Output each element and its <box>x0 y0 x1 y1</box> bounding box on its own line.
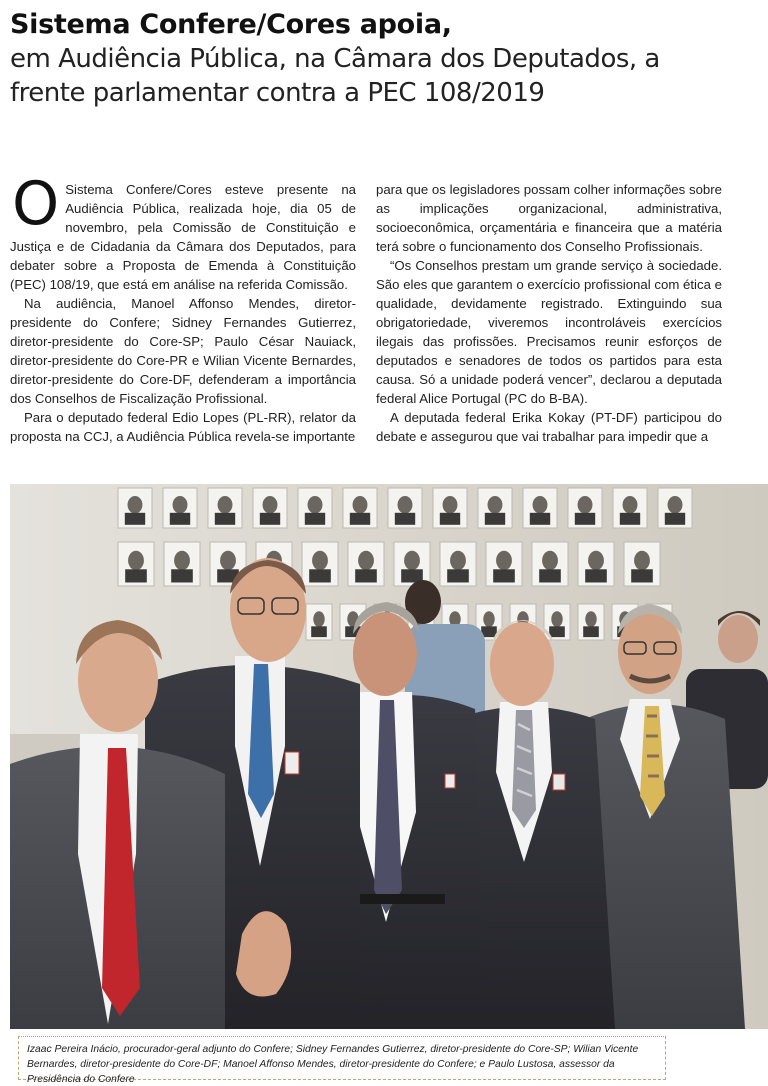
paragraph-6: A deputada federal Erika Kokay (PT-DF) participou do debate e assegurou que vai trabalhar para impedir que a <box>376 410 722 444</box>
portrait-body <box>539 569 561 582</box>
paragraph-1-text: Sistema Confere/Cores esteve presente na Audiência Pública, realizada hoje, dia 05 de novembro, pela Comissão de Constituição e Justiça e de Cidadania da Câmara dos Deputados, para debater sobre a Proposta de Emenda à Constituição (PEC) 108/19, que está em análise na referida Comissão. <box>10 182 356 292</box>
portrait-face <box>668 496 683 514</box>
portrait-body <box>170 513 190 525</box>
portrait-body <box>260 513 280 525</box>
portrait-face <box>312 551 328 570</box>
portrait-body <box>583 626 599 637</box>
portrait-body <box>309 569 331 582</box>
portrait-face <box>173 496 188 514</box>
portrait-face <box>174 551 190 570</box>
article-subtitle-line-1: em Audiência Pública, na Câmara dos Deputados, a <box>10 44 660 74</box>
portrait-face <box>488 496 503 514</box>
portrait-face <box>218 496 233 514</box>
portrait-face <box>450 551 466 570</box>
portrait-face <box>542 551 558 570</box>
portrait-face <box>128 551 144 570</box>
portrait-face <box>313 611 324 627</box>
portrait-face <box>578 496 593 514</box>
portrait-body <box>620 513 640 525</box>
portrait-body <box>493 569 515 582</box>
portrait-body <box>215 513 235 525</box>
paragraph-3: Para o deputado federal Edio Lopes (PL-RR), relator da proposta na CCJ, a Audiência Pública revela-se importante <box>10 410 356 444</box>
portrait-body <box>631 569 653 582</box>
portrait-face <box>533 496 548 514</box>
paragraph-2: Na audiência, Manoel Affonso Mendes, diretor-presidente do Confere; Sidney Fernandes Gutierrez, diretor-presidente do Core-SP; Paulo César Nauiack, diretor-presidente do Core-PR e Wilian Vicente Bernardes, diretor-presidente do Core-DF, defenderam a importância dos Conselhos de Fiscalização Profissional. <box>10 296 356 406</box>
portrait-body <box>125 513 145 525</box>
paragraph-5: “Os Conselhos prestam um grande serviço à sociedade. São eles que garantem o exercício profissional com ética e qualidade, devidamente registrado. Extinguindo sua obrigatoriedade, viveremos incontroláveis exercícios ilegais das profissões. Precisamos reunir esforços de deputados e senadores de todos os partidos para esta causa. Só a unidade poderá vencer”, declarou a deputada federal Alice Portugal (PC do B-BA). <box>376 258 722 406</box>
headline <box>10 8 760 110</box>
portrait-face <box>623 496 638 514</box>
portrait-body <box>171 569 193 582</box>
portrait-face <box>585 611 596 627</box>
portrait-face <box>220 551 236 570</box>
article-title: Sistema Confere/Cores apoia, <box>10 9 452 40</box>
paragraph-1 <box>10 169 356 294</box>
portrait-face <box>353 496 368 514</box>
article-body <box>10 169 722 460</box>
paragraph-4: para que os legisladores possam colher informações sobre as implicações organizacional, administrativa, socioeconômica, orçamentária e financeira que a matéria terá sobre o funcionamento dos Conselho Profissionais. <box>376 182 722 254</box>
portrait-face <box>588 551 604 570</box>
portrait-face <box>443 496 458 514</box>
portrait-face <box>634 551 650 570</box>
portrait-body <box>585 569 607 582</box>
portrait-face <box>308 496 323 514</box>
portrait-body <box>355 569 377 582</box>
portrait-face <box>483 611 494 627</box>
portrait-body <box>447 569 469 582</box>
portrait-face <box>398 496 413 514</box>
portrait-body <box>530 513 550 525</box>
drop-cap: O <box>12 169 60 239</box>
portrait-face <box>404 551 420 570</box>
portrait-body <box>395 513 415 525</box>
portrait-face <box>496 551 512 570</box>
portrait-face <box>263 496 278 514</box>
photo-caption: Izaac Pereira Inácio, procurador-geral adjunto do Confere; Sidney Fernandes Gutierrez, diretor-presidente do Core-SP; Wilian Vicente Bernardes, diretor-presidente do Core-DF; Manoel Affonso Mendes, diretor-presidente do Confere; e Paulo Lustosa, assessor da Presidência do Confere <box>18 1036 666 1080</box>
article-column-1 <box>10 169 356 460</box>
portrait-body <box>350 513 370 525</box>
group-photo-illustration <box>10 484 768 1029</box>
article-subtitle-line-2: frente parlamentar contra a PEC 108/2019 <box>10 78 545 108</box>
portrait-body <box>440 513 460 525</box>
portrait-body <box>665 513 685 525</box>
portrait-body <box>549 626 565 637</box>
portrait-body <box>575 513 595 525</box>
portrait-body <box>125 569 147 582</box>
article-column-2 <box>376 180 722 460</box>
portrait-face <box>128 496 143 514</box>
portrait-face <box>358 551 374 570</box>
portrait-face <box>551 611 562 627</box>
portrait-body <box>485 513 505 525</box>
portrait-body <box>311 626 327 637</box>
portrait-body <box>305 513 325 525</box>
group-photo <box>10 484 768 1029</box>
